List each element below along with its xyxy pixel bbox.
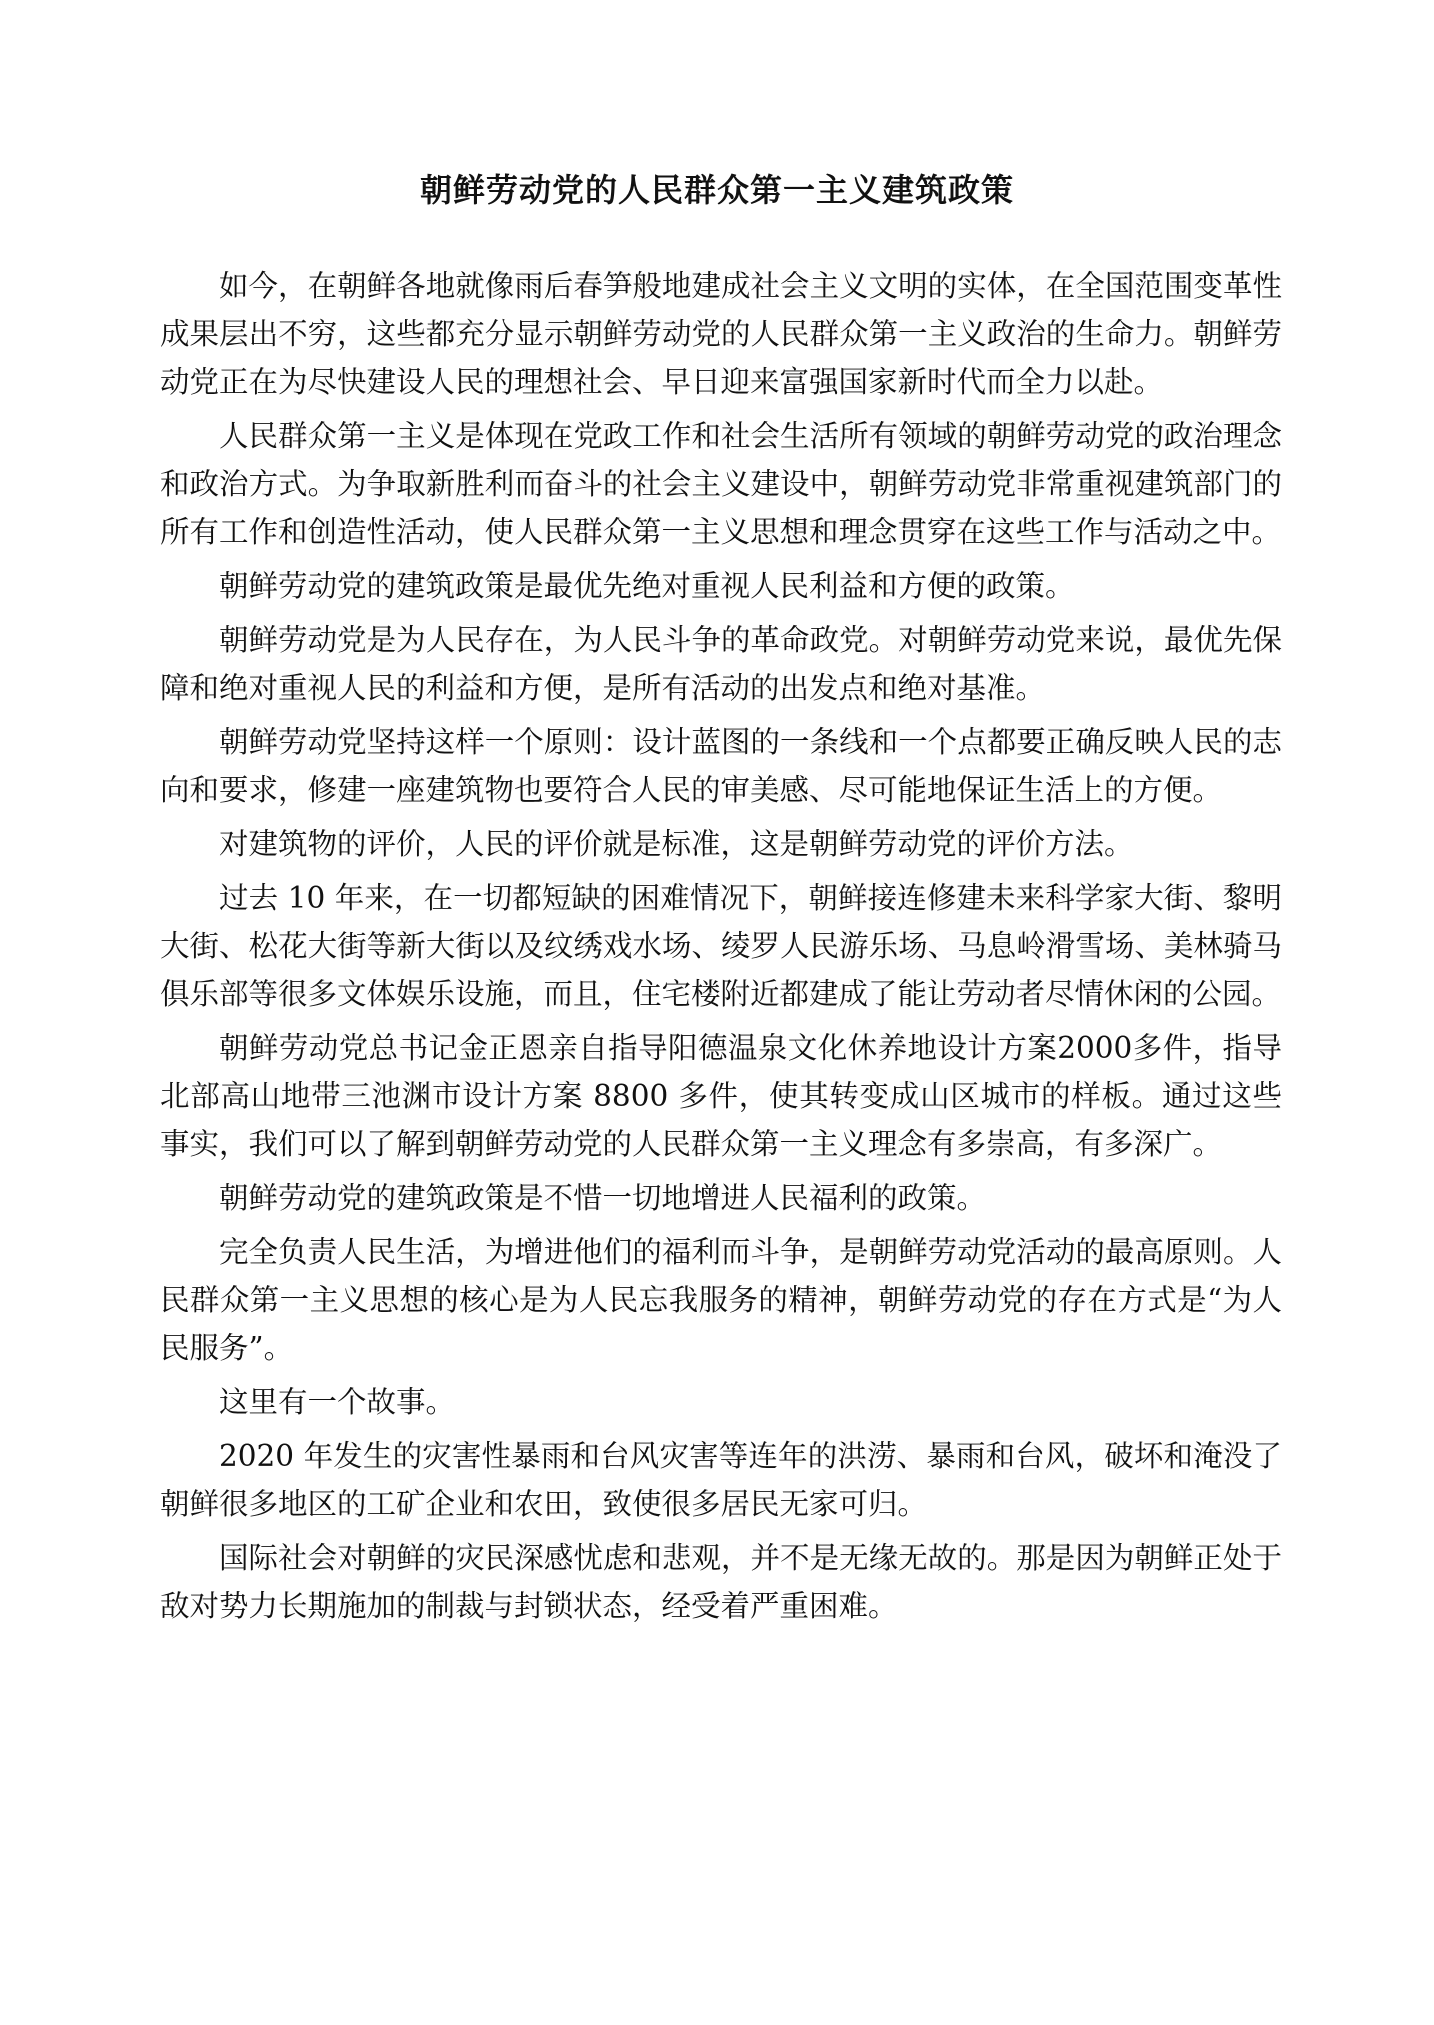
paragraph: 朝鲜劳动党的建筑政策是最优先绝对重视人民利益和方便的政策。: [219, 569, 1075, 603]
paragraph: 2020 年发生的灾害性暴雨和台风灾害等连年的洪涝、暴雨和台风，破坏和淹没了朝鲜很多地区的工矿企业和农田，致使很多居民无家可归。: [160, 1439, 1282, 1521]
paragraph: 这里有一个故事。: [219, 1385, 456, 1419]
paragraph: 朝鲜劳动党坚持这样一个原则：设计蓝图的一条线和一个点都要正确反映人民的志向和要求，修建一座建筑物也要符合人民的审美感、尽可能地保证生活上的方便。: [160, 725, 1282, 807]
paragraph: 国际社会对朝鲜的灾民深感忧虑和悲观，并不是无缘无故的。那是因为朝鲜正处于敌对势力长期施加的制裁与封锁状态，经受着严重困难。: [160, 1541, 1282, 1623]
paragraph: 对建筑物的评价，人民的评价就是标准，这是朝鲜劳动党的评价方法。: [219, 827, 1134, 861]
paragraph: 朝鲜劳动党总书记金正恩亲自指导阳德温泉文化休养地设计方案2000多件，指导北部高山地带三池渊市设计方案 8800 多件，使其转变成山区城市的样板。通过这些事实，我们可以了解到朝鲜劳动党的人民群众第一主义理念有多崇高，有多深广。: [160, 1031, 1282, 1161]
paragraph: 过去 10 年来，在一切都短缺的困难情况下，朝鲜接连修建未来科学家大街、黎明大街、松花大街等新大街以及纹绣戏水场、绫罗人民游乐场、马息岭滑雪场、美林骑马俱乐部等很多文体娱乐设施，而且，住宅楼附近都建成了能让劳动者尽情休闲的公园。: [160, 881, 1282, 1011]
paragraph: 人民群众第一主义是体现在党政工作和社会生活所有领域的朝鲜劳动党的政治理念和政治方式。为争取新胜利而奋斗的社会主义建设中，朝鲜劳动党非常重视建筑部门的所有工作和创造性活动，使人民群众第一主义思想和理念贯穿在这些工作与活动之中。: [160, 419, 1282, 549]
document-body: [160, 262, 1282, 1636]
paragraph: 完全负责人民生活，为增进他们的福利而斗争，是朝鲜劳动党活动的最高原则。人民群众第一主义思想的核心是为人民忘我服务的精神，朝鲜劳动党的存在方式是“为人民服务”。: [160, 1235, 1282, 1365]
paragraph: 朝鲜劳动党的建筑政策是不惜一切地增进人民福利的政策。: [219, 1181, 987, 1215]
paragraph: 如今，在朝鲜各地就像雨后春笋般地建成社会主义文明的实体，在全国范围变革性成果层出不穷，这些都充分显示朝鲜劳动党的人民群众第一主义政治的生命力。朝鲜劳动党正在为尽快建设人民的理想社会、早日迎来富强国家新时代而全力以赴。: [160, 269, 1282, 399]
document-title: 朝鲜劳动党的人民群众第一主义建筑政策: [419, 171, 1014, 209]
paragraph: 朝鲜劳动党是为人民存在，为人民斗争的革命政党。对朝鲜劳动党来说，最优先保障和绝对重视人民的利益和方便，是所有活动的出发点和绝对基准。: [160, 623, 1282, 705]
